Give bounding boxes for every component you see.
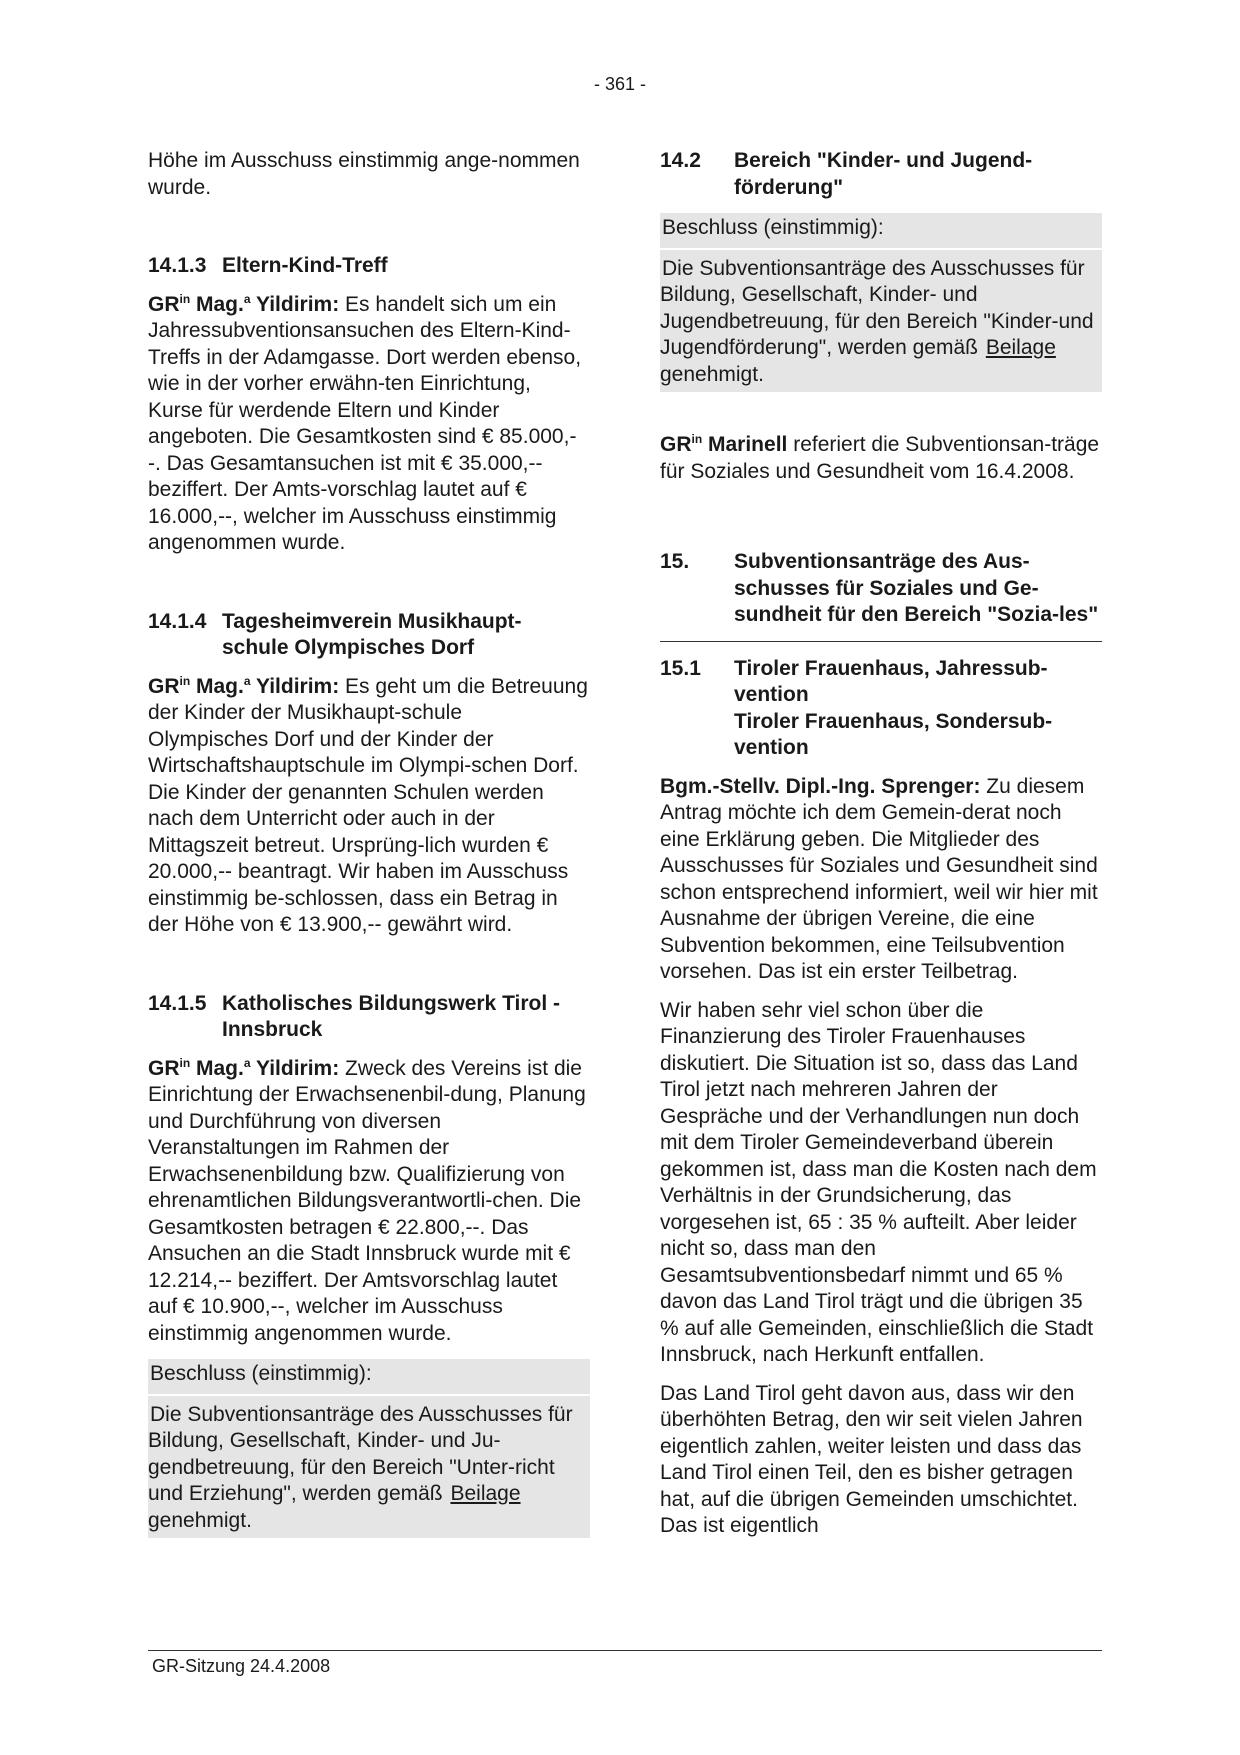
- heading-14-1-5: [148, 991, 588, 1044]
- heading-14-1-3: [148, 253, 588, 280]
- sprenger-paragraph: Bgm.-Stellv. Dipl.-Ing. Sprenger: Zu diesem Antrag möchte ich dem Gemein-derat noch eine Erklärung geben. Die Mitglieder des Ausschusses für Soziales und Gesundheit sind schon entsprechend informiert, weil wir hier mit Ausnahme der übrigen Vereine, die eine Subvention bekommen, eine Teilsubvention vorsehen. Das ist ein erster Teilbetrag.: [660, 774, 1098, 983]
- page-number: - 361 -: [593, 74, 647, 94]
- heading-14-2: [660, 148, 1102, 201]
- paragraph-3: Das Land Tirol geht davon aus, dass wir den überhöhten Betrag, den wir seit vielen Jahren eigentlich zahlen, weiter leisten und dass das Land Tirol einen Teil, den es bisher getragen hat, auf die übrigen Gemeinden umschichtet. Das ist eigentlich: [660, 1381, 1083, 1537]
- speaker-label: $GR^{in}$ Marinell: [660, 432, 788, 456]
- resolution-text: Die Subventionsanträge des Ausschusses für Bildung, Gesellschaft, Kinder- und Jugendbetreuung, für den Bereich "Kinder-und Jugendförderung", werden gemäß Beilage genehmigt.: [660, 256, 1094, 386]
- section-title: Subventionsanträge des Aus-schusses für Soziales und Ge-sundheit für den Bereich "Sozia-les": [734, 550, 1099, 626]
- section-title: Katholisches Bildungswerk Tirol - Innsbruck: [222, 991, 561, 1041]
- marinell-paragraph: $GR^{in}$ Marinell referiert die Subventionsan-träge für Soziales und Gesundheit vom 16.4.2008.: [660, 432, 1100, 483]
- paragraph-14-1-3: $GR^{in}$ Mag.$^a$ Yildirim: Es handelt sich um ein Jahressubventionsansuchen des Eltern-Kind-Treffs in der Adamgasse. Dort werden ebenso, wie in der vorher erwähn-ten Einrichtung, Kurse für werdende Eltern und Kinder angeboten. Die Gesamtkosten sind € 85.000,--. Das Gesamtansuchen ist mit € 35.000,-- beziffert. Der Amts-vorschlag lautet auf € 16.000,--, welcher im Ausschuss einstimmig angenommen wurde.: [148, 291, 582, 554]
- section-number: 14.2: [660, 149, 701, 172]
- section-number: 14.1.3: [148, 254, 207, 277]
- speaker-label: $GR^{in}$ Mag.$^a$ Yildirim:: [148, 1055, 340, 1080]
- section-title: Bereich "Kinder- und Jugend-förderung": [734, 149, 1033, 199]
- resolution-text: Die Subventionsanträge des Ausschusses für Bildung, Gesellschaft, Kinder- und Ju-gendbetreuung, für den Bereich "Unter-richt und Erziehung", werden gemäß Beilage genehmigt.: [148, 1402, 573, 1532]
- heading-14-1-4: [148, 609, 588, 662]
- resolution-title: Beschluss (einstimmig):: [148, 1359, 590, 1396]
- intro-paragraph: Höhe im Ausschuss einstimmig ange-nommen wurde.: [148, 149, 580, 199]
- speaker-label: $GR^{in}$ Mag.$^a$ Yildirim:: [148, 291, 340, 316]
- paragraph-14-1-4: $GR^{in}$ Mag.$^a$ Yildirim: Es geht um die Betreuung der Kinder der Musikhaupt-schule Olympisches Dorf und der Kinder der Wirtschaftshauptschule im Olympi-schen Dorf. Die Kinder der genannten Schulen werden nach dem Unterricht oder auch in der Mittagszeit betreut. Ursprüng-lich wurden € 20.000,-- beantragt. Wir haben im Ausschuss einstimmig be-schlossen, dass ein Betrag in der Höhe von € 13.900,-- gewährt wird.: [148, 673, 588, 936]
- section-title: Eltern-Kind-Treff: [222, 254, 388, 277]
- resolution-box: [660, 213, 1102, 392]
- section-divider: [660, 641, 1102, 642]
- paragraph-14-1-5: $GR^{in}$ Mag.$^a$ Yildirim: Zweck des Vereins ist die Einrichtung der Erwachsenenbil-dung, Planung und Durchführung von diversen Veranstaltungen im Rahmen der Erwachsenenbildung bzw. Qualifizierung von ehrenamtlichen Bildungsverantwortli-chen. Die Gesamtkosten betragen € 22.800,--. Das Ansuchen an die Stadt Innsbruck wurde mit € 12.214,-- beziffert. Der Amtsvorschlag lautet auf € 10.900,--, welcher im Ausschuss einstimmig angenommen wurde.: [148, 1055, 586, 1345]
- paragraph-2: Wir haben sehr viel schon über die Finanzierung des Tiroler Frauenhauses diskutiert. Die Situation ist so, dass das Land Tirol jetzt nach mehreren Jahren der Gespräche und der Verhandlungen nun doch mit dem Tiroler Gemeindeverband überein gekommen ist, dass man die Kosten nach dem Verhältnis in der Grundsicherung, das vorgesehen ist, 65 : 35 % aufteilt. Aber leider nicht so, dass man den Gesamtsubventionsbedarf nimmt und 65 % davon das Land Tirol trägt und die übrigen 35 % auf alle Gemeinden, einschließlich die Stadt Innsbruck, nach Herkunft entfallen.: [660, 998, 1097, 1366]
- section-title: Tagesheimverein Musikhaupt-schule Olympisches Dorf: [222, 609, 522, 659]
- section-number: 14.1.4: [148, 609, 207, 633]
- resolution-title: Beschluss (einstimmig):: [660, 213, 1102, 250]
- section-number: 15.: [660, 550, 690, 573]
- heading-15-1: [660, 656, 1102, 762]
- left-column: [148, 148, 588, 1550]
- section-number: 15.1: [660, 656, 701, 680]
- speaker-label: $GR^{in}$ Mag.$^a$ Yildirim:: [148, 673, 340, 698]
- beilage-link[interactable]: Beilage: [450, 1482, 521, 1505]
- section-number: 14.1.5: [148, 991, 207, 1015]
- speaker-label: Bgm.-Stellv. Dipl.-Ing. Sprenger:: [660, 774, 981, 798]
- footer-divider: [148, 1650, 1102, 1651]
- resolution-box: [148, 1359, 590, 1538]
- footer-text: GR-Sitzung 24.4.2008: [152, 1656, 331, 1676]
- section-title: Tiroler Frauenhaus, Jahressub-vention Tiroler Frauenhaus, Sondersub-vention: [734, 656, 1053, 759]
- beilage-link[interactable]: Beilage: [985, 336, 1056, 359]
- heading-15: [660, 549, 1102, 629]
- right-column: [660, 148, 1102, 1552]
